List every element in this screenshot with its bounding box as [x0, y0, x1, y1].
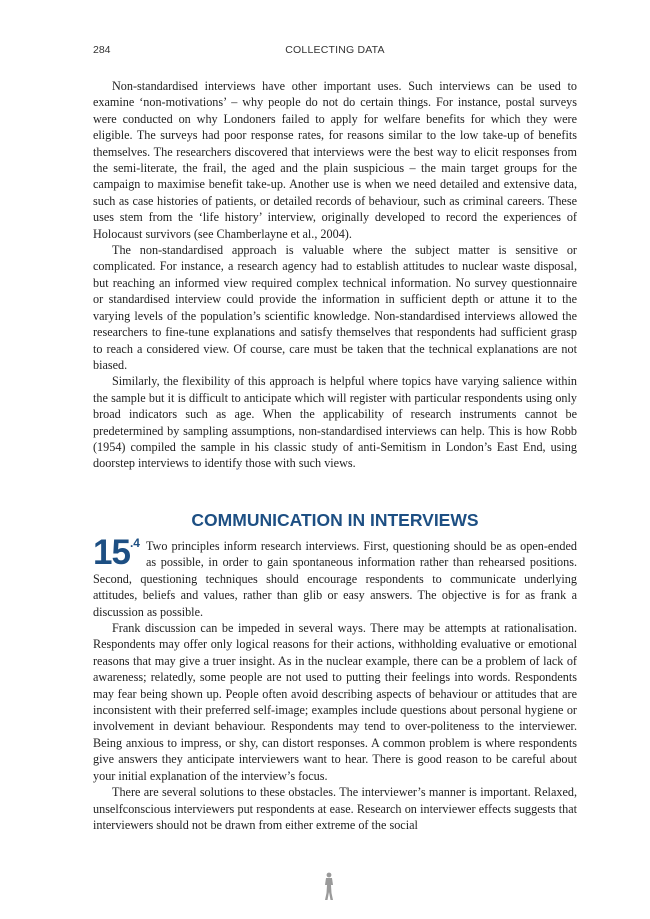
section-number-major: 15 [93, 533, 130, 572]
body-text [93, 78, 577, 472]
paragraph: Similarly, the flexibility of this approach is helpful where topics have varying salience within the sample but it is difficult to anticipate which will register with particular respondents using only broad indicators such as age. When the applicability of research instruments cannot be predetermined by sampling assumptions, non-standardised interviews can help. This is how Robb (1954) compiled the sample in his classic study of anti-Semitism in London’s East End, using doorstep interviews to identify those with such views. [93, 374, 577, 471]
section-body [93, 533, 577, 833]
section-number-minor: .4 [129, 536, 140, 550]
paragraph: Non-standardised interviews have other important uses. Such interviews can be used to examine ‘non-motivations’ – why people do not do certain things. For instance, postal surveys were conducted on why Londoners failed to apply for welfare benefits for which they were eligible. The surveys had poor response rates, for reasons similar to the low take-up of benefits themselves. The researchers discovered that interviews were the best way to elicit responses from the semi-literate, the frail, the aged and the plain suspicious – the main target groups for the campaign to maximise benefit take-up. Another use is when we need detailed and extensive data, such as case histories of patients, or detailed records of behaviour, such as criminal careers. These uses stem from the ‘life history’ interview, originally developed to record the experiences of Holocaust survivors (see Chamberlayne et al., 2004). [93, 79, 577, 241]
page-header [93, 44, 577, 60]
section-paragraph: Frank discussion can be impeded in several ways. There may be attempts at rationalisation. Respondents may offer only logical reasons for their actions, withholding evaluative or emotional reasons that may give a truer insight. As in the nuclear example, there can be a problem of lack of awareness; relatedly, some people are not used to putting their feelings into words. Respondents may fear being shown up. People often avoid describing aspects of behaviour or attitudes that are inconsistent with their preferred self-image; examples include questions about personal hygiene or involvement in deviant behaviour. Respondents may tend to over-politeness to the interviewer. Being anxious to impress, or shy, can distort responses. A common problem is where respondents give answers they anticipate interviewers want to hear. There is good reason to be careful about your initial explanation of the interview’s focus. [93, 621, 577, 783]
page-number: 284 [93, 44, 111, 56]
section-heading: COMMUNICATION IN INTERVIEWS [191, 510, 479, 530]
publisher-figure-logo-icon [321, 872, 337, 902]
section-paragraph [93, 533, 577, 620]
paragraph: The non-standardised approach is valuable where the subject matter is sensitive or complicated. For instance, a research agency had to establish attitudes to nuclear waste disposal, but reaching an informed view required complex technical information. No survey questionnaire or standardised interview could provide the information in sufficient depth or attune it to the varying levels of the population’s scientific knowledge. Non-standardised interviews allowed the researchers to fine-tune explanations and satisfy themselves that respondents had sufficient grasp to reach a considered view. Of course, care must be taken that the technical explanations are not biased. [93, 243, 577, 372]
section-paragraph-text: Two principles inform research interviews. First, questioning should be as open-ended as possible, in order to gain spontaneous information rather than rehearsed positions. Second, questioning techniques should encourage respondents to communicate underlying attitudes, beliefs and values, rather than glib or easy answers. The objective is for as frank a discussion as possible. [93, 539, 577, 619]
running-title: COLLECTING DATA [285, 44, 385, 56]
section-number [93, 533, 140, 572]
section-paragraph: There are several solutions to these obstacles. The interviewer’s manner is important. Relaxed, unselfconscious interviewers put respondents at ease. Research on interviewer effects suggests that interviewers should not be drawn from either extreme of the social [93, 785, 577, 832]
